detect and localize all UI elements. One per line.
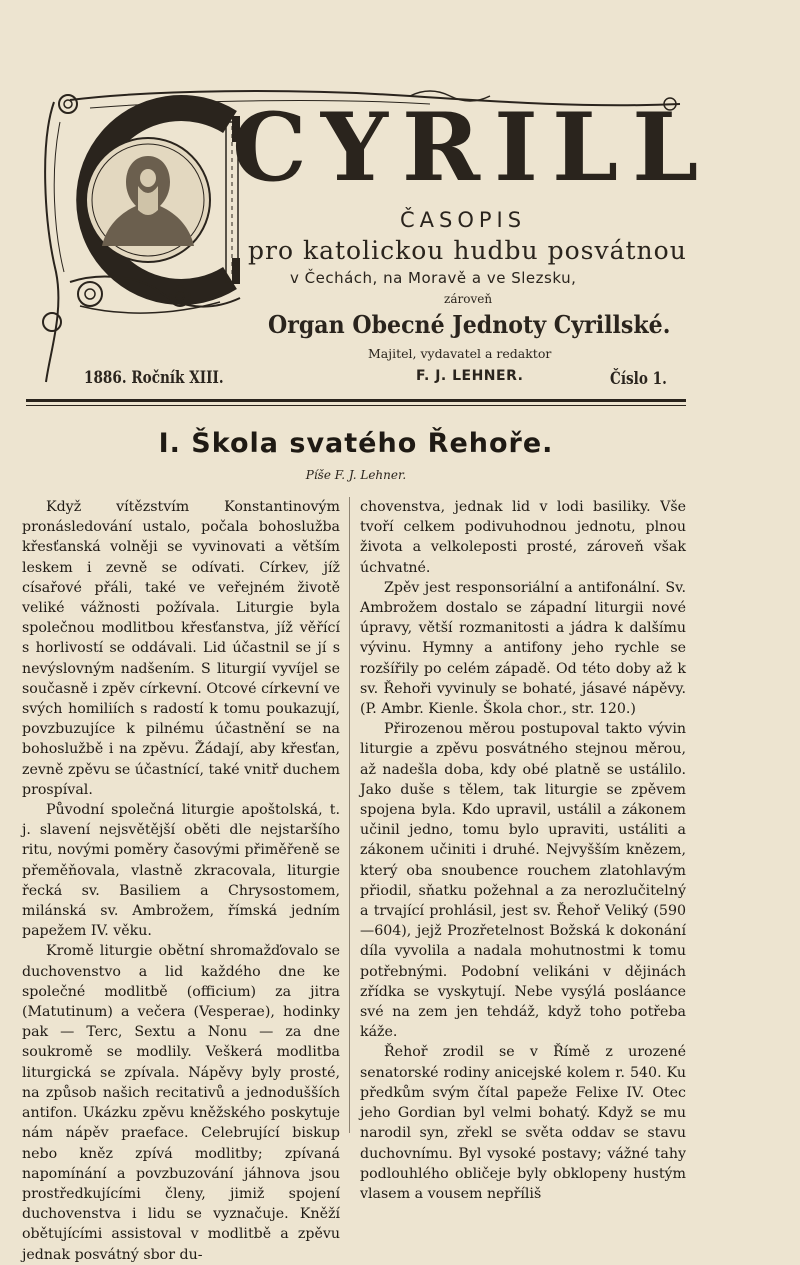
article-title: I. Škola svatého Řehoře. bbox=[158, 428, 554, 459]
paragraph: chovenstva, jednak lid v lodi basiliky. Vše tvoří celkem podivuhodnou jednotu, plnou života a velkoleposti prosté, zároveň však úchvatné. bbox=[360, 499, 686, 576]
issue-number: Číslo 1. bbox=[610, 369, 667, 389]
paragraph: Kromě liturgie obětní shromažďovalo se duchovenstvo a lid každého dne ke společné modlitbě (officium) za jitra (Matutinum) a večera (Vesperae), hodinky pak — Terc, Sextu a Nonu — za dne soukromě se modlily. Veškerá modlitba liturgická se zpívala. Nápěvy byly prosté, na způsob našich recitativů a jednodušších antifon. Ukázku zpěvu kněžského poskytuje nám nápěv praeface. Celebrující biskup nebo kněz zpívá modlitby; zpívaná napomínání a povzbuzování jáhnova jsou prostředkujícími členy, jimiž spojení duchovenstva i lidu se vyznačuje. Kněží obětujícími assistoval v modlitbě a zpěvu jednak posvátný sbor du- bbox=[22, 943, 340, 1263]
column-divider bbox=[349, 497, 350, 1133]
journal-subtitle-region: v Čechách, na Moravě a ve Slezsku, bbox=[290, 269, 577, 287]
journal-subtitle-topic: pro katolickou hudbu posvátnou bbox=[248, 236, 687, 265]
publisher-name: F. J. LEHNER. bbox=[416, 368, 524, 384]
masthead-rule-thin bbox=[26, 405, 686, 406]
paragraph: Zpěv jest responsoriální a antifonální. Sv. Ambrožem dostalo se západní liturgii nové úpravy, větší rozmanitosti a jádra k dalšímu vývinu. Hymny a antifony jeho rychle se rozšířily po celém západě. Od této doby až k sv. Řehoři vyvinuly se bohaté, jásavé nápěvy. (P. Ambr. Kienle. Škola chor., str. 120.) bbox=[360, 579, 686, 718]
paragraph: Původní společná liturgie apoštolská, t. j. slavení nejsvětější oběti dle nejstaršího ritu, novými poměry časovými přiměřeně se přeměňovala, vlastně zkracovala, liturgie řecká sv. Basiliem a Chrysostomem, milánská sv. Ambrožem, římská jedním papežem IV. věku. bbox=[22, 802, 340, 940]
journal-subtitle-casopis: ČASOPIS bbox=[400, 208, 527, 232]
journal-title: CYRILL bbox=[232, 93, 713, 203]
text-column-left bbox=[22, 497, 340, 1265]
journal-subtitle-zaroven: zároveň bbox=[444, 292, 493, 306]
issue-year-volume: 1886. Ročník XIII. bbox=[84, 368, 224, 388]
article-byline: Píše F. J. Lehner. bbox=[305, 468, 407, 482]
paragraph: Přirozenou měrou postupoval takto vývin liturgie a zpěvu posvátného stejnou měrou, až nadešla doba, kdy obé platně se ustálilo. Jako duše s tělem, tak liturgie se zpěvem spojena byla. Kdo upravil, ustálil a zákonem učinil jedno, tomu bylo upraviti, ustáliti a zákonem učiniti i druhé. Nejvyšším knězem, který oba snoubence rouchem zlatohlavým přiodil, sňatku požehnal a za nerozlučitelný a trvající prohlásil, jest sv. Řehoř Veliký (590—604), jejž Prozřetelnost Božská k dokonání díla vyvolila a nadala mohutnostmi k tomu potřebnými. Podobní velikáni v dějinách zřídka se vyskytují. Nebe vysýlá posláance své na zem jen tehdáž, když toho potřeba káže. bbox=[360, 721, 686, 1041]
text-column-right bbox=[360, 497, 686, 1204]
masthead-rule-thick bbox=[26, 399, 686, 402]
paragraph: Řehoř zrodil se v Římě z urozené senatorské rodiny anicejské kolem r. 540. Ku předkům svým čítal papeže Felixe IV. Otec jeho Gordian byl velmi bohatý. Když se mu narodil syn, zřekl se světa oddav se stavu duchovnímu. Byl vysoké postavy; vážné tahy podlouhlého obličeje byly obklopeny hustým vlasem a vousem nepříliš bbox=[360, 1044, 686, 1202]
paragraph: Když vítězstvím Konstantinovým pronásledování ustalo, počala bohoslužba křesťanská volněji se vyvinovati a větším leskem i zevně se odívati. Církev, jíž císařové přáli, také ve veřejném životě veliké vážnosti požívala. Liturgie byla společnou modlitbou křesťanstva, jíž věřící s horlivostí se oddávali. Lid účastnil se jí s nevýslovným nadšením. S liturgií vyvíjel se současně i zpěv církevní. Otcové církevní ve svých homiliích s radostí k tomu poukazují, povzbuzujíce k pilnému účastnění se na bohoslužbě i na zpěvu. Žádají, aby křesťan, zevně zpěvu se účastnící, také vnitř duchem prospíval. bbox=[22, 499, 340, 798]
journal-organ-line: Organ Obecné Jednoty Cyrillské. bbox=[268, 310, 671, 339]
owner-line: Majitel, vydavatel a redaktor bbox=[368, 346, 552, 361]
